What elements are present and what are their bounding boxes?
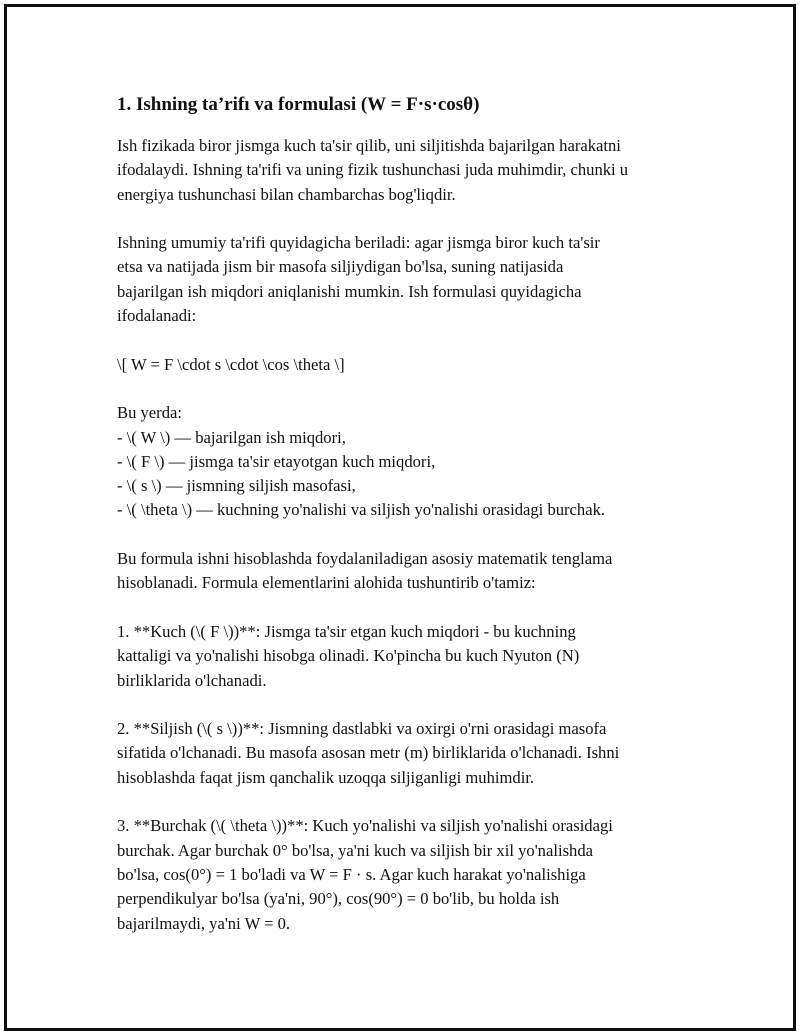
paragraph-gap xyxy=(117,790,697,814)
paragraph-gap xyxy=(117,328,697,352)
variable-list: Bu yerda: - \( W \) — bajarilgan ish miqdori, - \( F \) — jismga ta'sir etayotgan kuch miqdori, - \( s \) — jismning siljish masofasi, - \( \theta \) — kuchning yo'nalishi va siljish yo'nalishi orasidagi burchak. xyxy=(117,403,606,520)
paragraph-general-definition: Ishning umumiy ta'rifi quyidagicha beriladi: agar jismga biror kuch ta'sir etsa va natijada jism bir masofa siljiydigan bo'lsa, suning natijasida bajarilgan ish miqdori aniqlanishi mumkin. Ish formulasi quyidagicha ifodalanadi: xyxy=(117,233,600,326)
paragraph-gap xyxy=(117,523,697,547)
formula-line: \[ W = F \cdot s \cdot \cos \theta \] xyxy=(117,354,345,374)
paragraph-gap xyxy=(117,596,697,620)
list-item-displacement: 2. **Siljish (\( s \))**: Jismning dastlabki va oxirgi o'rni orasidagi masofa sifatida o'lchanadi. Bu masofa asosan metr (m) birliklarida o'lchanadi. Ishni hisoblashda faqat jism qanchalik uzoqqa siljiganligi muhimdir. xyxy=(117,719,620,787)
paragraph-gap xyxy=(117,377,697,401)
paragraph-formula-intro: Bu formula ishni hisoblashda foydalaniladigan asosiy matematik tenglama hisoblanadi. Formula elementlarini alohida tushuntirib o'tamiz: xyxy=(117,549,613,593)
paragraph-definition: Ish fizikada biror jismga kuch ta'sir qilib, uni siljitishda bajarilgan harakatni ifodalaydi. Ishning ta'rifi va uning fizik tushunchasi juda muhimdir, chunki u energiya tushunchasi bilan chambarchas bog'liqdir. xyxy=(117,136,629,204)
list-item-force: 1. **Kuch (\( F \))**: Jismga ta'sir etgan kuch miqdori - bu kuchning kattaligi va yo'nalishi hisobga olinadi. Ko'pincha bu kuch Nyuton (N) birliklarida o'lchanadi. xyxy=(117,621,580,690)
document-body xyxy=(117,92,697,936)
paragraph-gap xyxy=(117,693,697,717)
paragraph-gap xyxy=(117,207,697,231)
section-heading: 1. Ishning ta’rifı va formulasi (W = F·s·cosθ) xyxy=(117,94,480,115)
list-item-angle: 3. **Burchak (\( \theta \))**: Kuch yo'nalishi va siljish yo'nalishi orasidagi burchak. Agar burchak 0° bo'lsa, ya'ni kuch va siljish bir xil yo'nalishda bo'lsa, cos(0°) = 1 bo'ladi va W = F · s. Agar kuch harakat yo'nalishiga perpendikulyar bo'lsa (ya'ni, 90°), cos(90°) = 0 bo'lib, bu holda ish bajarilmaydi, ya'ni W = 0. xyxy=(117,816,613,933)
